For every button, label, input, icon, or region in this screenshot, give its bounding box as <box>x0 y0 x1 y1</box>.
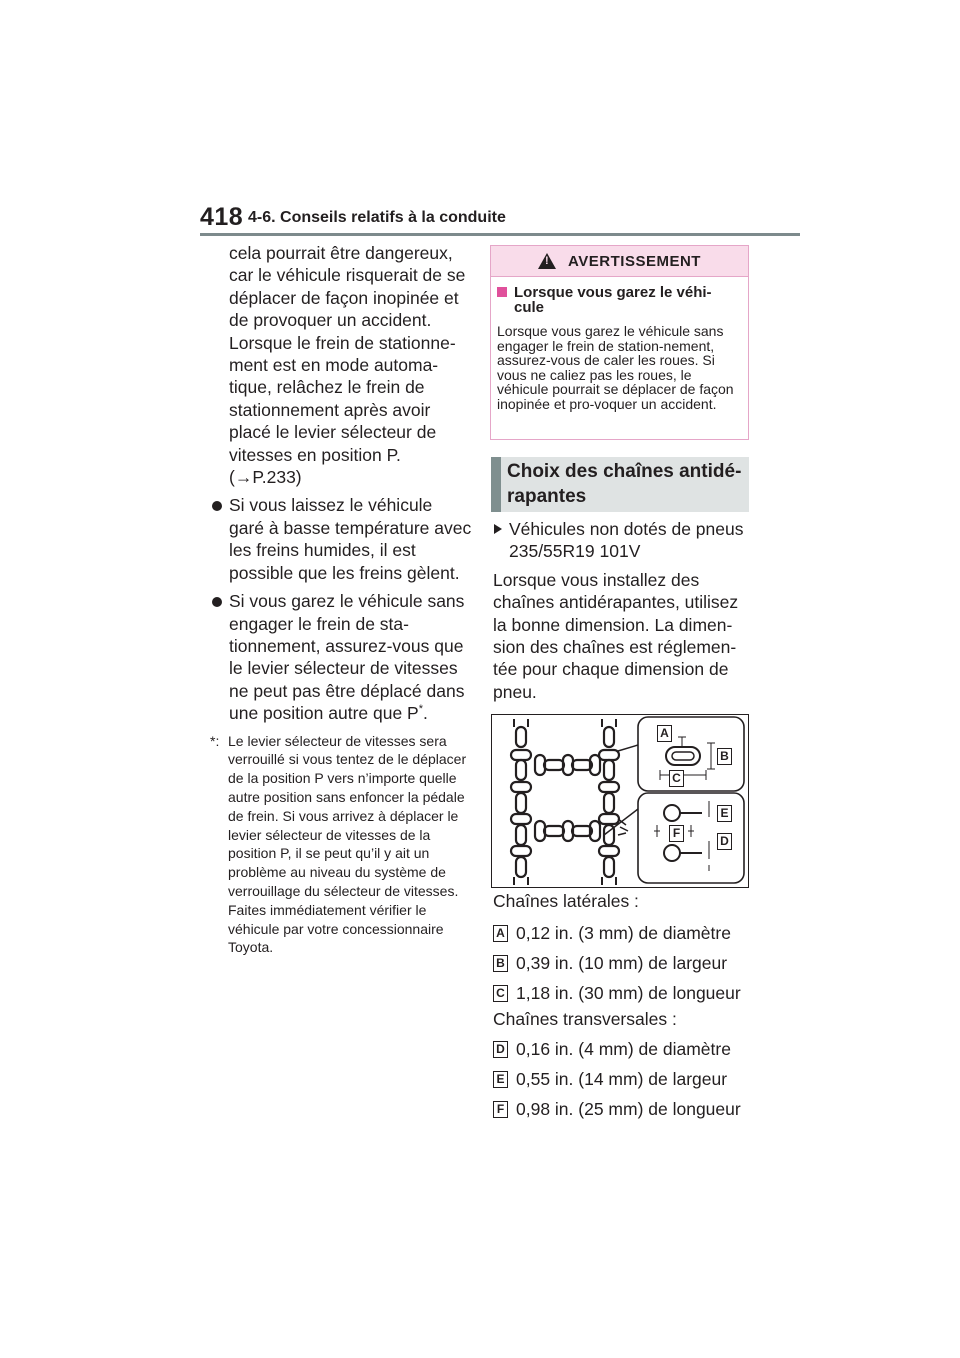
bullet-text: Si vous laissez le véhicule garé à basse température avec les freins humides, il est possible que les freins gèlent. <box>229 495 472 583</box>
spec-text-a: 0,12 in. (3 mm) de diamètre <box>516 923 731 943</box>
spec-text-f: 0,98 in. (25 mm) de longueur <box>516 1099 741 1119</box>
footnote-reference: * <box>418 703 424 716</box>
spec-text-b: 0,39 in. (10 mm) de largeur <box>516 953 728 973</box>
square-bullet-icon <box>497 287 507 297</box>
cross-chain-upper <box>535 755 600 775</box>
continued-paragraph <box>210 242 472 488</box>
spec-letter-e: E <box>493 1071 508 1088</box>
figure-label-b: B <box>717 748 732 765</box>
page-reference: (→P.233) <box>229 467 302 488</box>
spec-text-d: 0,16 in. (4 mm) de diamètre <box>516 1039 731 1059</box>
spec-letter-c: C <box>493 985 508 1002</box>
spec-letter-a: A <box>493 925 508 942</box>
warning-title: AVERTISSEMENT <box>568 252 701 270</box>
cross-chains-title: Chaînes transversales : <box>493 1009 677 1029</box>
left-column <box>210 242 472 957</box>
snow-chain-figure <box>491 714 749 888</box>
side-chain-right <box>599 719 619 885</box>
spec-row-c <box>493 982 741 1004</box>
arrow-item-text: Véhicules non dotés de pneus 235/55R19 101V <box>509 519 744 562</box>
spec-row-e <box>493 1068 727 1090</box>
figure-label-a: A <box>657 725 672 742</box>
spec-letter-b: B <box>493 955 508 972</box>
spec-row-d <box>493 1038 731 1060</box>
section-title: 4-6. Conseils relatifs à la conduite <box>248 209 506 226</box>
bullet-item-selector-lock <box>210 590 472 724</box>
footnote-text: Le levier sélecteur de vitesses sera verrouillé si vous tentez de le déplacer de la position P vers n’importe quelle autre position sans enfoncer la pédale de frein. Si vous arrivez à déplacer le levier sélecteur de vitesses de la position P, il se peut qu’il y ait un problème au niveau du système de verrouillage du sélecteur de vitesses. Faites immédiatement vérifier le véhicule par votre concessionnaire Toyota. <box>228 732 467 956</box>
warning-triangle-icon <box>538 253 556 269</box>
figure-label-e: E <box>717 805 732 822</box>
figure-label-f: F <box>669 825 684 842</box>
page-number: 418 <box>200 203 244 231</box>
warning-box <box>490 245 749 440</box>
arrow-item <box>493 518 751 563</box>
snow-chain-illustration <box>492 715 748 887</box>
header-rule <box>200 233 800 236</box>
spec-row-f <box>493 1098 741 1120</box>
warning-header <box>491 246 748 277</box>
footnote <box>210 732 472 958</box>
section-heading: Choix des chaînes antidé-rapantes <box>491 457 749 512</box>
spec-text-e: 0,55 in. (14 mm) de largeur <box>516 1069 728 1089</box>
continued-paragraph-text: cela pourrait être dangereux, car le véhicule risquerait de se déplacer de façon inopinée et de provoquer un accident. Lorsque le frein de stationne-ment est en mode automa-tique, relâchez le frein de stationnement après avoir placé le levier sélecteur de vitesses en position P. <box>229 243 466 465</box>
warning-body: Lorsque vous garez le véhicule sans engager le frein de station-nement, assurez-vous de caler les roues. Si vous ne caliez pas les roues, le véhicule pourrait se déplacer de façon inopinée et pro-voquer un accident. <box>497 323 734 412</box>
right-column-intro <box>493 518 751 703</box>
side-chain-left <box>511 719 531 885</box>
side-chains-title: Chaînes latérales : <box>493 891 639 911</box>
figure-label-c: C <box>669 770 684 787</box>
spec-letter-f: F <box>493 1101 508 1118</box>
bullet-dot-icon <box>212 597 222 607</box>
bullet-dot-icon <box>212 501 222 511</box>
footnote-mark: *: <box>210 732 220 749</box>
spec-row-b <box>493 952 727 974</box>
arrow-right-icon <box>494 524 502 534</box>
figure-label-d: D <box>717 833 732 850</box>
spec-text-c: 1,18 in. (30 mm) de longueur <box>516 983 741 1003</box>
spec-letter-d: D <box>493 1041 508 1058</box>
intro-paragraph: Lorsque vous installez des chaînes antidérapantes, utilisez la bonne dimension. La dimen-sion des chaînes est réglemen-tée pour chaque dimension de pneu. <box>493 569 739 702</box>
bullet-item-frozen-brakes <box>210 494 472 584</box>
bullet-text-end: . <box>423 703 428 724</box>
warning-subtitle-text: Lorsque vous garez le véhi-cule <box>514 284 712 316</box>
warning-subtitle <box>497 285 740 315</box>
bullet-text: Si vous garez le véhicule sans engager le frein de sta-tionnement, assurez-vous que le levier sélecteur de vitesses ne peut pas être déplacé dans une position autre que P <box>229 591 465 724</box>
spec-row-a <box>493 922 731 944</box>
